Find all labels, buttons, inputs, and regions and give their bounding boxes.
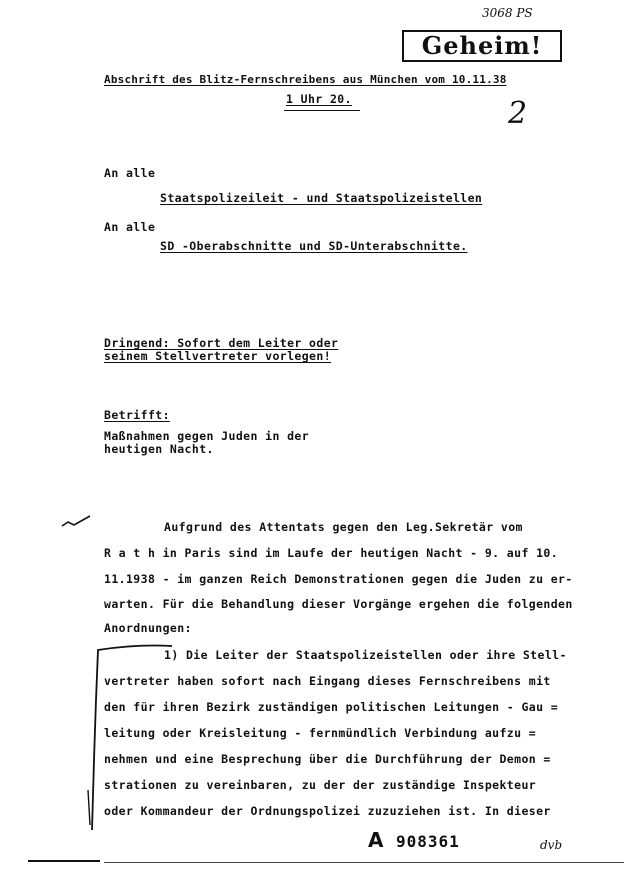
body-line: vertreter haben sofort nach Eingang dieses Fernschreibens mit: [104, 674, 551, 688]
urgent-line-1: Dringend: Sofort dem Leiter oder: [104, 336, 339, 350]
subject-line-2: heutigen Nacht.: [104, 442, 214, 456]
header-line-2: 1 Uhr 20.: [286, 92, 352, 106]
urgent-line-2: seinem Stellvertreter vorlegen!: [104, 349, 332, 363]
bottom-rule: [104, 862, 624, 863]
body-line: strationen zu vereinbaren, zu der der zuständige Inspekteur: [104, 778, 537, 792]
handwritten-initials: dvb: [540, 838, 563, 852]
bottom-rule: [28, 860, 100, 862]
subject-line-1: Maßnahmen gegen Juden in der: [104, 429, 310, 443]
margin-check-mark: [60, 512, 96, 532]
body-line: nehmen und eine Besprechung über die Durchführung der Demon =: [104, 752, 551, 766]
body-line: den für ihren Bezirk zuständigen politischen Leitungen - Gau =: [104, 700, 559, 714]
body-line: 1) Die Leiter der Staatspolizeistellen oder ihre Stell-: [164, 648, 567, 662]
archive-number: 908361: [396, 832, 460, 851]
subject-label: Betrifft:: [104, 408, 170, 422]
body-line: 11.1938 - im ganzen Reich Demonstrationen gegen die Juden zu er-: [104, 572, 573, 586]
header-double-underline: [284, 110, 360, 111]
body-line: Anordnungen:: [104, 621, 192, 635]
body-line: R a t h in Paris sind im Laufe der heutigen Nacht - 9. auf 10.: [104, 546, 559, 560]
recipient-group-1: Staatspolizeileit - und Staatspolizeistellen: [160, 191, 483, 205]
geheim-stamp: Geheim!: [402, 30, 562, 62]
recipient-group-2: SD -Oberabschnitte und SD-Unterabschnitte.: [160, 239, 468, 253]
recipient-an-alle-1: An alle: [104, 166, 156, 180]
header-line-1: Abschrift des Blitz-Fernschreibens aus München vom 10.11.38: [104, 73, 507, 86]
body-line: Aufgrund des Attentats gegen den Leg.Sekretär vom: [164, 520, 523, 534]
archive-letter: A: [368, 828, 384, 852]
body-line: warten. Für die Behandlung dieser Vorgänge ergehen die folgenden: [104, 597, 573, 611]
body-line: leitung oder Kreisleitung - fernmündlich Verbindung aufzu =: [104, 726, 537, 740]
body-line: oder Kommandeur der Ordnungspolizei zuzuziehen ist. In dieser: [104, 804, 551, 818]
recipient-an-alle-2: An alle: [104, 220, 156, 234]
handwritten-reference: 3068 PS: [482, 6, 533, 20]
handwritten-page-number: 2: [508, 96, 528, 131]
